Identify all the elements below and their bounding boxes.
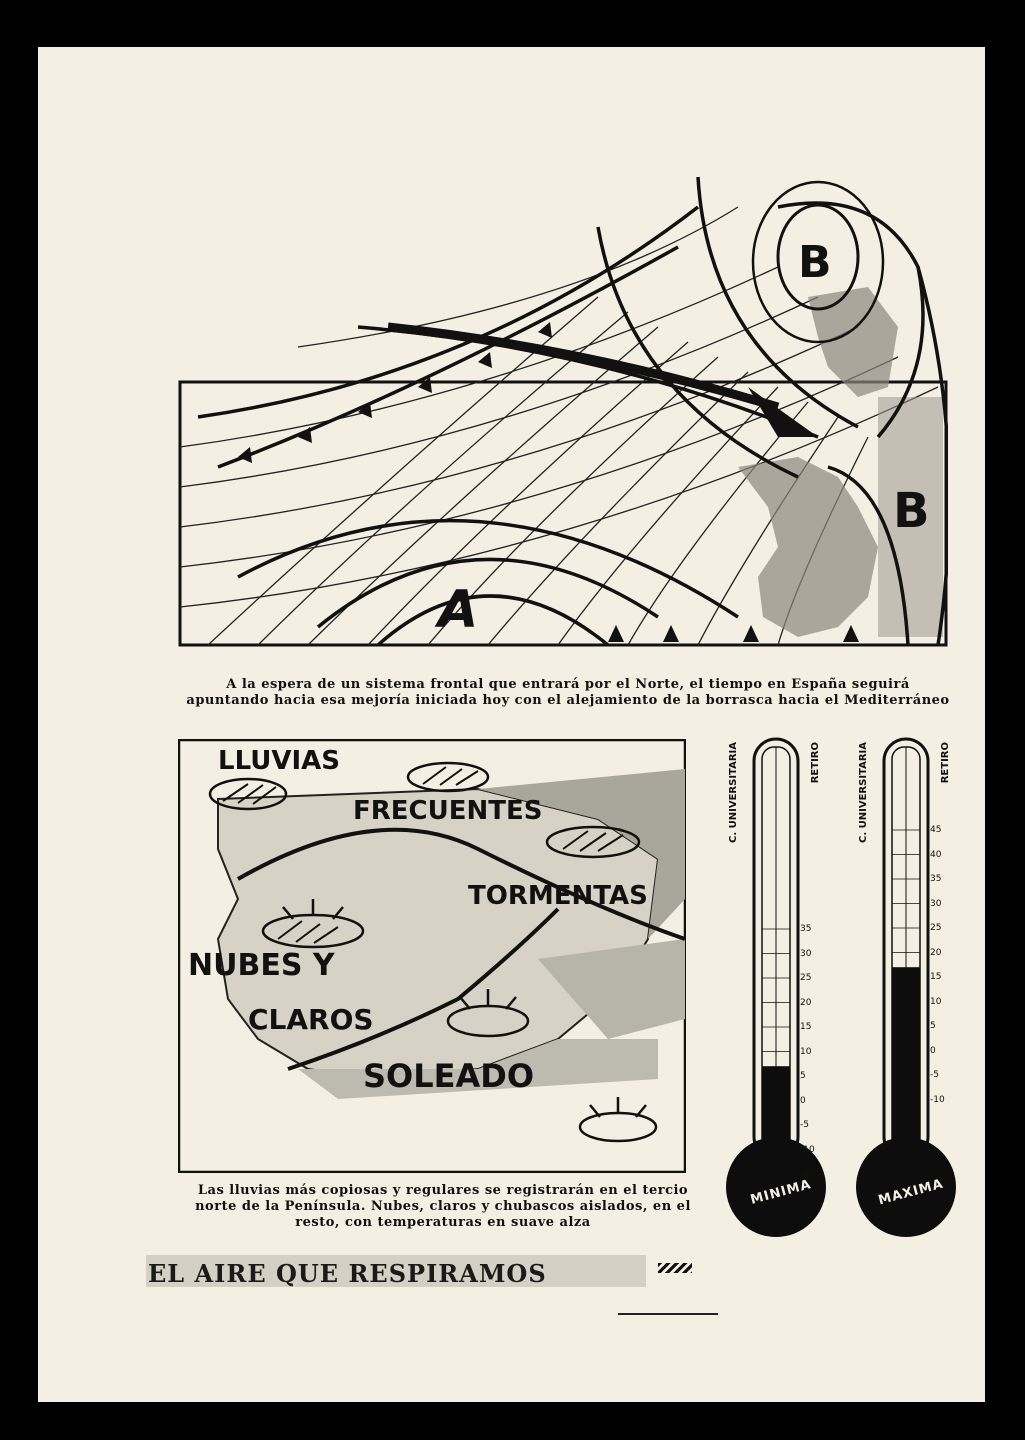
thermometer-maxima [856, 737, 996, 1247]
label-tormentas: TORMENTAS [468, 881, 648, 911]
low-pressure-marker-north: B [798, 237, 832, 288]
hatched-rule [658, 1263, 692, 1273]
thermo-max-bulb-label: MAXIMA [876, 1176, 946, 1209]
label-nubes-y: NUBES Y [188, 948, 335, 983]
paper-sheet [38, 47, 985, 1402]
divider-line [618, 1313, 718, 1315]
thermo-max-scale: 45 40 35 30 25 20 15 10 5 0 -5 -10 [930, 825, 945, 1105]
article-banner [146, 1255, 646, 1287]
thermo-max-tube [856, 737, 966, 1242]
label-frecuentes: FRECUENTES [353, 796, 543, 826]
spain-forecast-map [178, 739, 686, 1173]
thermo-max-right-label: RETIRO [940, 742, 951, 784]
caption-top: A la espera de un sistema frontal que entrará por el Norte, el tiempo en España seguirá apuntando hacia esa mejoría iniciada hoy con el alejamiento de la borrasca hacia el Mediterráneo [186, 677, 950, 708]
thermo-max-left-label: C. UNIVERSITARIA [858, 742, 869, 843]
thermo-min-bulb-label: MINIMA [748, 1177, 814, 1208]
thermometer-minima [726, 737, 866, 1247]
thermo-min-right-label: RETIRO [810, 742, 821, 784]
high-pressure-marker: A [438, 580, 479, 640]
thermo-min-tube [726, 737, 836, 1242]
thermo-min-scale: 35 30 25 20 15 10 5 0 -5 -10 -15 [800, 924, 815, 1179]
low-pressure-marker-east: B [893, 483, 930, 539]
label-claros: CLAROS [248, 1003, 374, 1036]
banner-headline: EL AIRE QUE RESPIRAMOS [148, 1259, 547, 1287]
thermo-min-left-label: C. UNIVERSITARIA [728, 742, 739, 843]
weather-map-isobars [178, 147, 948, 647]
label-soleado: SOLEADO [363, 1057, 535, 1095]
caption-bottom: Las lluvias más copiosas y regulares se registrarán en el tercio norte de la Península. Nubes, claros y chubascos aislados, en el resto, con temperaturas en suave alza [195, 1183, 691, 1230]
label-lluvias: LLUVIAS [218, 746, 340, 776]
